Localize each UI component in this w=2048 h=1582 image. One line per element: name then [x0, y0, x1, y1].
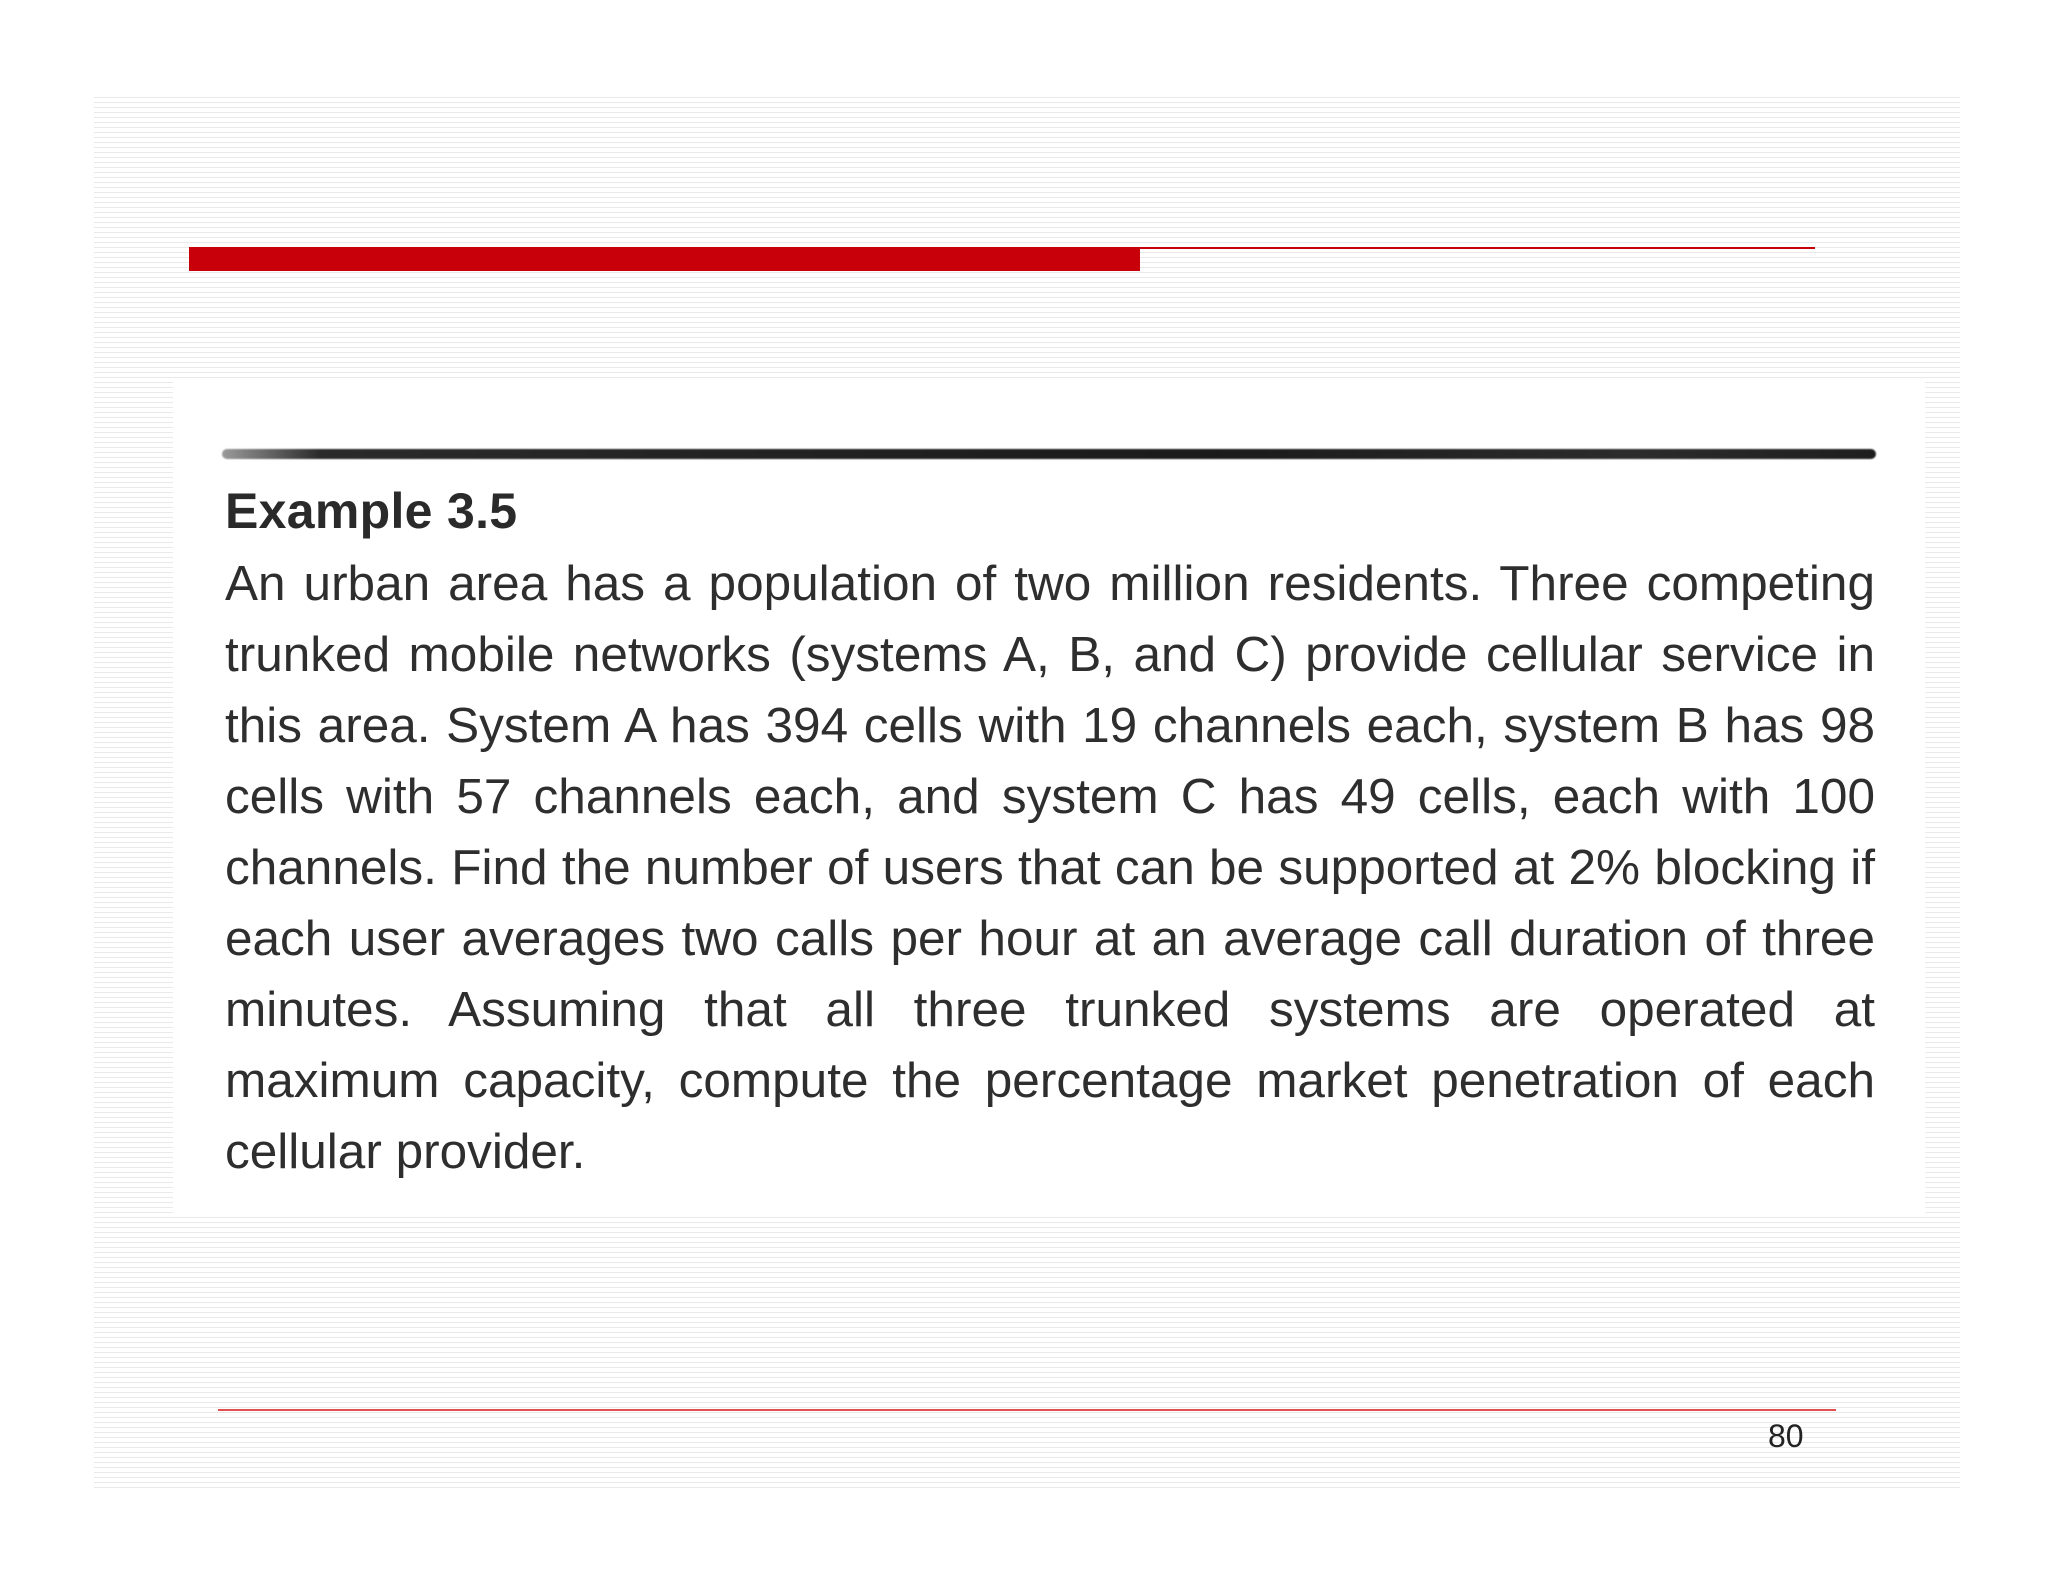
scan-top-rule [222, 449, 1876, 459]
title-accent-line [1140, 247, 1815, 249]
page-number: 80 [1768, 1418, 1804, 1454]
example-body-text: An urban area has a population of two million residents. Three competing trunked mobile networks (systems A, B, and C) provide cellular service in this area. System A has 394 cells with 19 channels each, system B has 98 cells with 57 channels each, and system C has 49 cells, each with 100 channels. Find the number of users that can be supported at 2% blocking if each user averages two calls per hour at an average call duration of three minutes. Assuming that all three trunked systems are operated at maximum capacity, compute the percentage market penetration of each cellular provider. [225, 556, 1875, 1179]
example-title: Example 3.5 [225, 483, 518, 539]
title-accent-bar [189, 247, 1140, 271]
scanned-example-image [173, 380, 1925, 1216]
footer-rule [218, 1409, 1836, 1411]
